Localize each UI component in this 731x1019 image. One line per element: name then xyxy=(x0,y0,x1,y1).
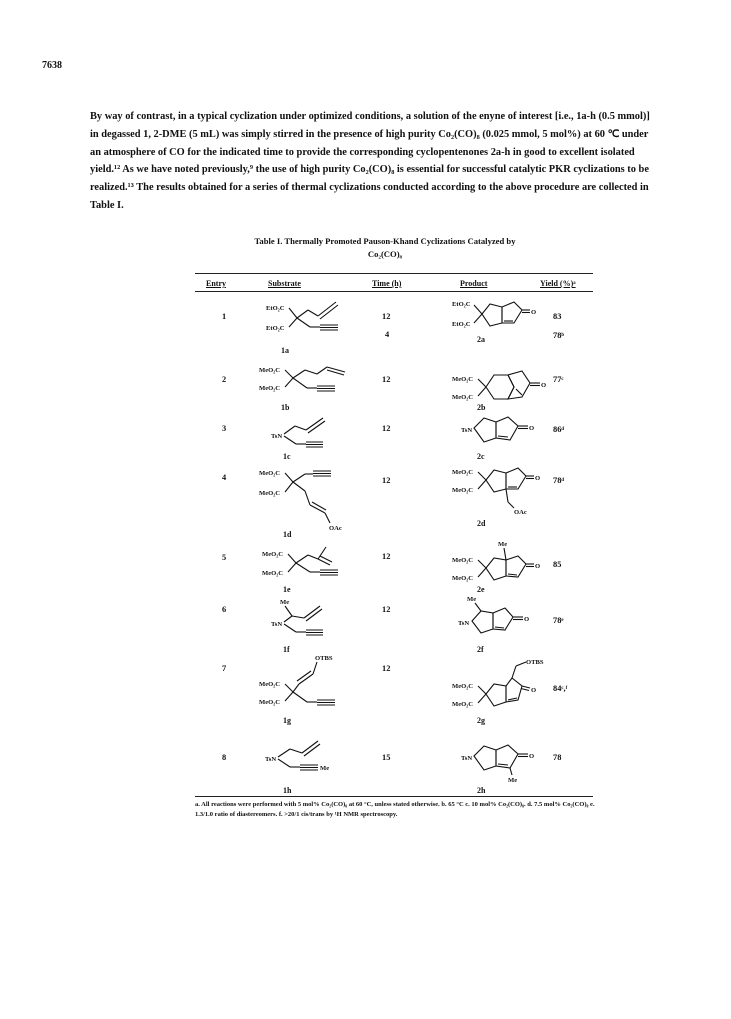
label-1e: 1e xyxy=(283,585,291,594)
tsn-label: TsN xyxy=(461,755,473,762)
oxygen-label: O xyxy=(541,382,547,389)
yield-7: 84ᶜ,ᶠ xyxy=(553,684,568,693)
oac-label: OAc xyxy=(514,509,527,516)
ester-label: MeO₂C xyxy=(262,551,284,558)
otbs-label: OTBS xyxy=(315,655,333,662)
oxygen-label: O xyxy=(531,309,537,316)
table-caption xyxy=(205,235,565,261)
time-1b: 4 xyxy=(385,330,390,339)
table-caption-line1: Table I. Thermally Promoted Pauson-Khand Cyclizations Catalyzed by xyxy=(254,236,516,246)
entry-6: 6 xyxy=(222,605,227,614)
ester-label: MeO₂C xyxy=(259,367,281,374)
structure-1h xyxy=(262,737,352,783)
page-number: 7638 xyxy=(42,60,62,71)
me-label: Me xyxy=(508,777,518,784)
time-2: 12 xyxy=(382,375,391,384)
otbs-label: OTBS xyxy=(526,659,544,666)
label-1b: 1b xyxy=(281,403,290,412)
label-1d: 1d xyxy=(283,530,292,539)
entry-2: 2 xyxy=(222,375,227,384)
structure-2h xyxy=(458,738,548,784)
structure-2d xyxy=(448,462,548,518)
me-label: Me xyxy=(467,596,477,603)
structure-2e xyxy=(448,538,548,584)
label-1h: 1h xyxy=(283,786,292,795)
time-6: 12 xyxy=(382,605,391,614)
label-1g: 1g xyxy=(283,716,291,725)
ester-label: MeO₂C xyxy=(452,557,474,564)
tsn-label: TsN xyxy=(271,621,283,628)
header-product: Product xyxy=(460,279,488,288)
ester-label: EtO₂C xyxy=(452,321,471,328)
structure-1g xyxy=(255,652,355,712)
entry-7: 7 xyxy=(222,664,227,673)
ester-label: MeO₂C xyxy=(259,385,281,392)
time-8: 15 xyxy=(382,753,391,762)
structure-1b xyxy=(255,358,355,402)
tsn-label: TsN xyxy=(461,427,473,434)
label-2h: 2h xyxy=(477,786,486,795)
structure-2b xyxy=(448,363,558,405)
structure-1c xyxy=(268,416,338,452)
structure-1e xyxy=(258,543,354,587)
label-1a: 1a xyxy=(281,346,289,355)
table-bottom-rule xyxy=(195,796,593,797)
ester-label: EtO₂C xyxy=(452,301,471,308)
yield-1: 83 xyxy=(553,312,562,321)
ester-label: MeO₂C xyxy=(259,490,281,497)
structure-2g xyxy=(448,654,558,714)
label-2a: 2a xyxy=(477,335,485,344)
structure-2a xyxy=(448,296,548,340)
ester-label: EtO₂C xyxy=(266,325,285,332)
yield-8: 78 xyxy=(553,753,562,762)
me-label: Me xyxy=(280,599,290,606)
oxygen-label: O xyxy=(531,687,537,694)
entry-1: 1 xyxy=(222,312,227,321)
structure-1a xyxy=(262,296,352,342)
ester-label: MeO₂C xyxy=(452,701,474,708)
oxygen-label: O xyxy=(535,475,541,482)
yield-1b: 78ᵇ xyxy=(553,331,565,340)
ester-label: MeO₂C xyxy=(259,699,281,706)
oac-label: OAc xyxy=(329,525,342,532)
label-2c: 2c xyxy=(477,452,485,461)
table-header-rule xyxy=(195,291,593,292)
entry-4: 4 xyxy=(222,473,227,482)
ester-label: MeO₂C xyxy=(262,570,284,577)
label-1c: 1c xyxy=(283,452,291,461)
me-label: Me xyxy=(498,541,508,548)
oxygen-label: O xyxy=(524,616,530,623)
tsn-label: TsN xyxy=(458,620,470,627)
tsn-label: TsN xyxy=(271,433,283,440)
ester-label: MeO₂C xyxy=(452,487,474,494)
structure-1f xyxy=(268,596,338,642)
ester-label: MeO₂C xyxy=(452,469,474,476)
table-caption-line2: Co₂(CO)₈ xyxy=(367,249,403,259)
label-2g: 2g xyxy=(477,716,485,725)
label-2b: 2b xyxy=(477,403,486,412)
ester-label: MeO₂C xyxy=(452,394,474,401)
oxygen-label: O xyxy=(529,753,535,760)
me-label: Me xyxy=(320,765,330,772)
entry-3: 3 xyxy=(222,424,227,433)
time-1: 12 xyxy=(382,312,391,321)
oxygen-label: O xyxy=(529,425,535,432)
header-yield: Yield (%)ᵃ xyxy=(540,279,576,288)
label-2f: 2f xyxy=(477,645,484,654)
entry-5: 5 xyxy=(222,553,227,562)
yield-5: 85 xyxy=(553,560,562,569)
yield-6: 78ᵉ xyxy=(553,616,564,625)
tsn-label: TsN xyxy=(265,756,277,763)
yield-3: 86ᵈ xyxy=(553,425,565,434)
yield-4: 78ᵈ xyxy=(553,476,565,485)
structure-2f xyxy=(455,593,550,637)
label-1f: 1f xyxy=(283,645,290,654)
ester-label: MeO₂C xyxy=(452,683,474,690)
ester-label: MeO₂C xyxy=(452,376,474,383)
ester-label: EtO₂C xyxy=(266,305,285,312)
structure-2c xyxy=(458,414,548,446)
table-top-rule xyxy=(195,273,593,274)
time-7: 12 xyxy=(382,664,391,673)
body-paragraph: By way of contrast, in a typical cyclization under optimized conditions, a solution of the enyne of interest [i.e., 1a-h (0.5 mmol)] in degassed 1, 2-DME (5 mL) was simply stirred in the presence of high purity Co₂(CO)₈ (0.025 mmol, 5 mol%) at 60 ℃ under an atmosphere of CO for the indicated time to provide the corresponding cyclopentenones 2a-h in good to excellent isolated yield.¹² As we have noted previously,⁹ the use of high purity Co₂(CO)₈ is essential for successful catalytic PKR cyclizations to be realized.¹³ The results obtained for a series of thermal cyclizations conducted according to the above procedure are collected in Table I. xyxy=(90,111,650,211)
structure-1d xyxy=(255,465,355,531)
ester-label: MeO₂C xyxy=(452,575,474,582)
header-entry: Entry xyxy=(206,279,226,288)
header-time: Time (h) xyxy=(372,279,402,288)
label-2d: 2d xyxy=(477,519,486,528)
oxygen-label: O xyxy=(535,563,541,570)
label-2e: 2e xyxy=(477,585,485,594)
time-5: 12 xyxy=(382,552,391,561)
time-3: 12 xyxy=(382,424,391,433)
table-footnote: a. All reactions were performed with 5 mol% Co₂(CO)₈ at 60 °C, unless stated otherwise. b. 65 °C c. 10 mol% Co₂(CO)₈. d. 7.5 mol% Co₂(CO)₈ e. 1.3/1.0 ratio of diastereomers. f. >20/1 cis/trans by ¹H NMR spectroscopy. xyxy=(195,801,595,818)
ester-label: MeO₂C xyxy=(259,681,281,688)
time-4: 12 xyxy=(382,476,391,485)
header-substrate: Substrate xyxy=(268,279,301,288)
entry-8: 8 xyxy=(222,753,227,762)
yield-2: 77ᶜ xyxy=(553,375,564,384)
ester-label: MeO₂C xyxy=(259,470,281,477)
